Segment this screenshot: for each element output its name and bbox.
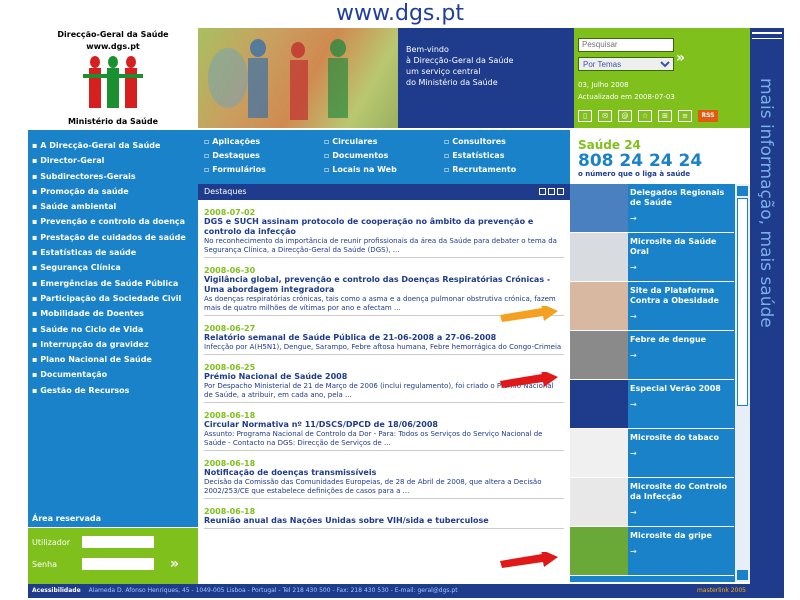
news-headline[interactable]: Vigilância global, prevenção e controlo das Doenças Respiratórias Crónicas - Uma abordagem integradora: [204, 275, 551, 294]
quick-link[interactable]: ▫ Circulares: [324, 137, 378, 146]
news-date: 2008-06-18: [204, 507, 256, 516]
news-date: 2008-06-25: [204, 363, 256, 372]
featured-card[interactable]: [570, 184, 734, 233]
nav-item-label: Director-Geral: [40, 156, 105, 166]
red-arrow-annotation: [500, 372, 558, 388]
view-icon[interactable]: [548, 188, 555, 195]
nav-item[interactable]: ▪ Saúde ambiental: [32, 202, 117, 212]
quick-link-label: Formulários: [212, 165, 266, 174]
right-slogan-bar: [750, 28, 784, 598]
card-image: [570, 478, 628, 526]
news-date: 2008-06-27: [204, 324, 256, 333]
arrow-right-icon: →: [630, 400, 637, 409]
arrow-right-icon: →: [630, 351, 637, 360]
featured-card[interactable]: [570, 478, 734, 527]
quick-links: [198, 130, 570, 184]
quick-link-label: Recrutamento: [452, 165, 517, 174]
featured-scrollbar[interactable]: [734, 184, 750, 582]
view-toggle-icons: [539, 188, 564, 195]
nav-item[interactable]: ▪ Gestão de Recursos: [32, 385, 130, 395]
logo-figures-icon: [73, 54, 153, 114]
nav-item-label: Segurança Clínica: [40, 263, 121, 273]
nav-item[interactable]: ▪ Subdirectores-Gerais: [32, 171, 136, 181]
card-title: Site da Plataforma Contra a Obesidade: [630, 286, 719, 305]
slogan-text: mais informação, mais saúde: [756, 78, 776, 328]
nav-item[interactable]: ▪ Plano Nacional de Saúde: [32, 355, 152, 365]
news-date: 2008-06-30: [204, 266, 256, 275]
destaques-header: [198, 184, 570, 200]
saude24-tagline: o número que o liga à saúde: [578, 170, 691, 178]
mail-icon[interactable]: ✉: [598, 110, 612, 122]
quick-link-label: Consultores: [452, 137, 506, 146]
email-at-icon[interactable]: @: [618, 110, 632, 122]
nav-item-label: Mobilidade de Doentes: [40, 309, 144, 319]
restricted-area-title: Área reservada: [28, 510, 198, 528]
quick-link-label: Aplicações: [212, 137, 261, 146]
nav-item-label: Estatísticas de saúde: [40, 248, 137, 258]
card-title: Especial Verão 2008: [630, 384, 721, 393]
card-title: Febre de dengue: [630, 335, 707, 344]
card-title: Microsite da Saúde Oral: [630, 237, 717, 256]
card-image: [570, 233, 628, 281]
news-summary: Infecção por A(H5N1), Dengue, Sarampo, Febre aftosa humana, Febre hemorrágica do Congo-Crimeia: [204, 343, 562, 351]
nav-item[interactable]: ▪ Estatísticas de saúde: [32, 248, 137, 258]
site-url-title: www.dgs.pt: [336, 1, 464, 26]
password-input[interactable]: [82, 558, 154, 570]
quick-link-label: Documentos: [332, 151, 389, 160]
news-item[interactable]: [204, 200, 564, 258]
featured-sites: [570, 184, 734, 582]
featured-card[interactable]: [570, 380, 734, 429]
nav-item-label: Prevenção e controlo da doença: [40, 217, 186, 227]
featured-card[interactable]: [570, 282, 734, 331]
news-date: 2008-06-18: [204, 411, 256, 420]
quick-link[interactable]: ▫ Destaques: [204, 151, 260, 160]
sitemap-icon[interactable]: ⊞: [658, 110, 672, 122]
nav-item[interactable]: ▪ Saúde no Ciclo de Vida: [32, 324, 144, 334]
accessibility-link[interactable]: Acessibilidade: [32, 587, 81, 594]
nav-item[interactable]: ▪ Promoção da saúde: [32, 186, 129, 196]
quick-link[interactable]: ▫ Recrutamento: [444, 165, 517, 174]
news-list: [198, 200, 570, 584]
card-image: [570, 527, 628, 575]
quick-link[interactable]: ▫ Aplicações: [204, 137, 261, 146]
logo-line2: www.dgs.pt: [86, 42, 140, 51]
news-summary: As doenças respiratórias crónicas, tais como a asma e a doença pulmonar obstrutiva crónica, fazem mais de quatro milhões de vítimas por ano e afectam ...: [204, 295, 556, 312]
saude24-phone: 808 24 24 24: [578, 151, 703, 171]
print-icon[interactable]: ▯: [578, 110, 592, 122]
scroll-thumb[interactable]: [737, 198, 748, 406]
scroll-down-icon[interactable]: [737, 570, 748, 580]
destaques-title: Destaques: [204, 187, 247, 196]
arrow-right-icon: →: [630, 547, 637, 556]
nav-item-label: Documentação: [40, 370, 108, 380]
username-input[interactable]: [82, 536, 154, 548]
nav-item-label: Gestão de Recursos: [40, 385, 130, 395]
quick-link-label: Locais na Web: [332, 165, 397, 174]
news-headline[interactable]: Prémio Nacional de Saúde 2008: [204, 372, 348, 381]
arrow-right-icon: →: [630, 214, 637, 223]
news-summary: Por Despacho Ministerial de 21 de Março de 2006 (inclui regulamento), foi criado o Prémio Nacional de Saúde, a atribuir, em cada ano, pela ...: [204, 382, 554, 399]
nav-item[interactable]: ▪ A Direcção-Geral da Saúde: [32, 141, 161, 150]
toolbar-icons: [578, 110, 718, 122]
news-headline[interactable]: Relatório semanal de Saúde Pública de 21-06-2008 a 27-06-2008: [204, 333, 497, 342]
theme-select[interactable]: [578, 57, 674, 71]
card-image: [570, 282, 628, 330]
footer-address: Alameda D. Afonso Henriques, 45 - 1049-005 Lisboa - Portugal - Tel 218 430 500 - Fax: 218 430 530 - E-mail: geral@dgs.pt: [88, 587, 458, 594]
featured-card[interactable]: [570, 331, 734, 380]
featured-card[interactable]: [570, 429, 734, 478]
favorites-icon[interactable]: ☆: [638, 110, 652, 122]
news-summary: Assunto: Programa Nacional de Controlo da Dor - Para: Todos os Serviços do Serviço Nacional de Saúde - Contacto na DGS: Direcção de Serviços de ...: [204, 430, 543, 447]
quick-link-label: Circulares: [332, 137, 378, 146]
logo-ministry: Ministério da Saúde: [67, 117, 159, 126]
news-summary: No reconhecimento da importância de reunir profissionais da área da Saúde para debater o tema da Segurança Clínica, a Direcção-Geral da Saúde (DGS), ...: [204, 237, 557, 254]
news-summary: Decisão da Comissão das Comunidades Europeias, de 28 de Abril de 2008, que altera a Decisão 2002/253/CE que estabelece definições de casos para a ...: [204, 478, 542, 495]
card-title: Microsite do Controlo da Infecção: [630, 482, 727, 501]
card-title: Microsite do tabaco: [630, 433, 720, 442]
nav-item[interactable]: ▪ Director-Geral: [32, 156, 105, 166]
welcome-line2: à Direcção-Geral da Saúde: [406, 56, 514, 65]
scroll-up-icon[interactable]: [737, 186, 748, 196]
divider: [752, 32, 782, 34]
quick-link-label: Destaques: [212, 151, 260, 160]
login-button[interactable]: »: [170, 556, 180, 572]
news-date: 2008-07-02: [204, 208, 256, 217]
nav-item[interactable]: ▪ Prestação de cuidados de saúde: [32, 232, 186, 242]
nav-item[interactable]: ▪ Prevenção e controlo da doença: [32, 217, 186, 227]
nav-item-label: Saúde ambiental: [40, 202, 117, 212]
news-headline[interactable]: DGS e SUCH assinam protocolo de cooperação no âmbito da prevenção e controlo da infecção: [204, 217, 534, 236]
featured-card[interactable]: [570, 233, 734, 282]
welcome-line3: um serviço central: [406, 67, 481, 76]
card-title: Microsite da gripe: [630, 531, 712, 540]
user-label: Utilizador: [32, 537, 71, 547]
news-item[interactable]: [204, 499, 564, 529]
featured-card[interactable]: [570, 527, 734, 576]
saude24-banner[interactable]: [574, 130, 750, 184]
search-input[interactable]: [578, 38, 674, 52]
divider: [752, 38, 782, 39]
card-image: [570, 429, 628, 477]
banner-image: [198, 28, 398, 128]
updated-date: Actualizado em 2008-07-03: [578, 93, 675, 101]
nav-item[interactable]: ▪ Mobilidade de Doentes: [32, 309, 144, 319]
arrow-right-icon: →: [630, 263, 637, 272]
nav-item-label: Saúde no Ciclo de Vida: [40, 324, 144, 334]
news-headline[interactable]: Circular Normativa nº 11/DSCS/DPCD de 18/06/2008: [204, 420, 438, 429]
nav-item[interactable]: ▪ Participação da Sociedade Civil: [32, 293, 182, 303]
welcome-text: [398, 28, 574, 128]
news-item[interactable]: [204, 403, 564, 451]
arrow-right-icon: →: [630, 449, 637, 458]
nav-item-label: Emergências de Saúde Pública: [40, 278, 179, 288]
nav-item-label: A Direcção-Geral da Saúde: [40, 141, 161, 150]
nav-item[interactable]: ▪ Emergências de Saúde Pública: [32, 278, 179, 288]
footer: [28, 584, 750, 598]
masterlink-credit[interactable]: masterlink 2005: [697, 587, 746, 594]
nav-item-label: Subdirectores-Gerais: [40, 171, 136, 181]
news-headline[interactable]: Notificação de doenças transmissíveis: [204, 468, 377, 477]
restricted-area: [28, 510, 198, 590]
arrow-right-icon: →: [630, 508, 637, 517]
card-image: [570, 184, 628, 232]
orange-arrow-annotation: [500, 306, 558, 322]
search-go-button[interactable]: »: [676, 50, 686, 66]
card-image: [570, 331, 628, 379]
view-icon[interactable]: [539, 188, 546, 195]
document-icon[interactable]: ≡: [678, 110, 692, 122]
nav-item-label: Participação da Sociedade Civil: [40, 293, 182, 303]
arrow-right-icon: →: [630, 312, 637, 321]
news-date: 2008-06-18: [204, 459, 256, 468]
quick-link[interactable]: ▫ Locais na Web: [324, 165, 397, 174]
news-headline[interactable]: Reunião anual das Nações Unidas sobre VIH/sida e tuberculose: [204, 516, 489, 525]
quick-link[interactable]: ▫ Formulários: [204, 165, 266, 174]
quick-link[interactable]: ▫ Estatísticas: [444, 151, 505, 160]
card-title: Delegados Regionais de Saúde: [630, 188, 725, 207]
left-navigation: [28, 130, 198, 528]
current-date: 03, Julho 2008: [578, 81, 629, 89]
quick-link-label: Estatísticas: [452, 151, 505, 160]
nav-item[interactable]: ▪ Documentação: [32, 370, 108, 380]
quick-link[interactable]: ▫ Documentos: [324, 151, 389, 160]
welcome-line1: Bem-vindo: [406, 45, 449, 54]
welcome-line4: do Ministério da Saúde: [406, 78, 498, 87]
dgs-logo[interactable]: [28, 28, 198, 128]
logo-line1: Direcção-Geral da Saúde: [57, 30, 169, 39]
nav-item[interactable]: ▪ Interrupção da gravidez: [32, 339, 149, 349]
red-arrow-annotation: [500, 552, 558, 568]
saude24-title: Saúde 24: [578, 138, 641, 152]
card-image: [570, 380, 628, 428]
search-panel: [574, 28, 750, 128]
view-icon[interactable]: [557, 188, 564, 195]
nav-item-label: Interrupção da gravidez: [40, 339, 149, 349]
rss-icon[interactable]: RSS: [698, 110, 718, 122]
nav-item-label: Promoção da saúde: [40, 186, 129, 196]
nav-item[interactable]: ▪ Segurança Clínica: [32, 263, 121, 273]
nav-item-label: Plano Nacional de Saúde: [40, 355, 152, 365]
nav-item-label: Prestação de cuidados de saúde: [40, 232, 186, 242]
password-label: Senha: [32, 559, 58, 569]
news-item[interactable]: [204, 451, 564, 499]
quick-link[interactable]: ▫ Consultores: [444, 137, 506, 146]
